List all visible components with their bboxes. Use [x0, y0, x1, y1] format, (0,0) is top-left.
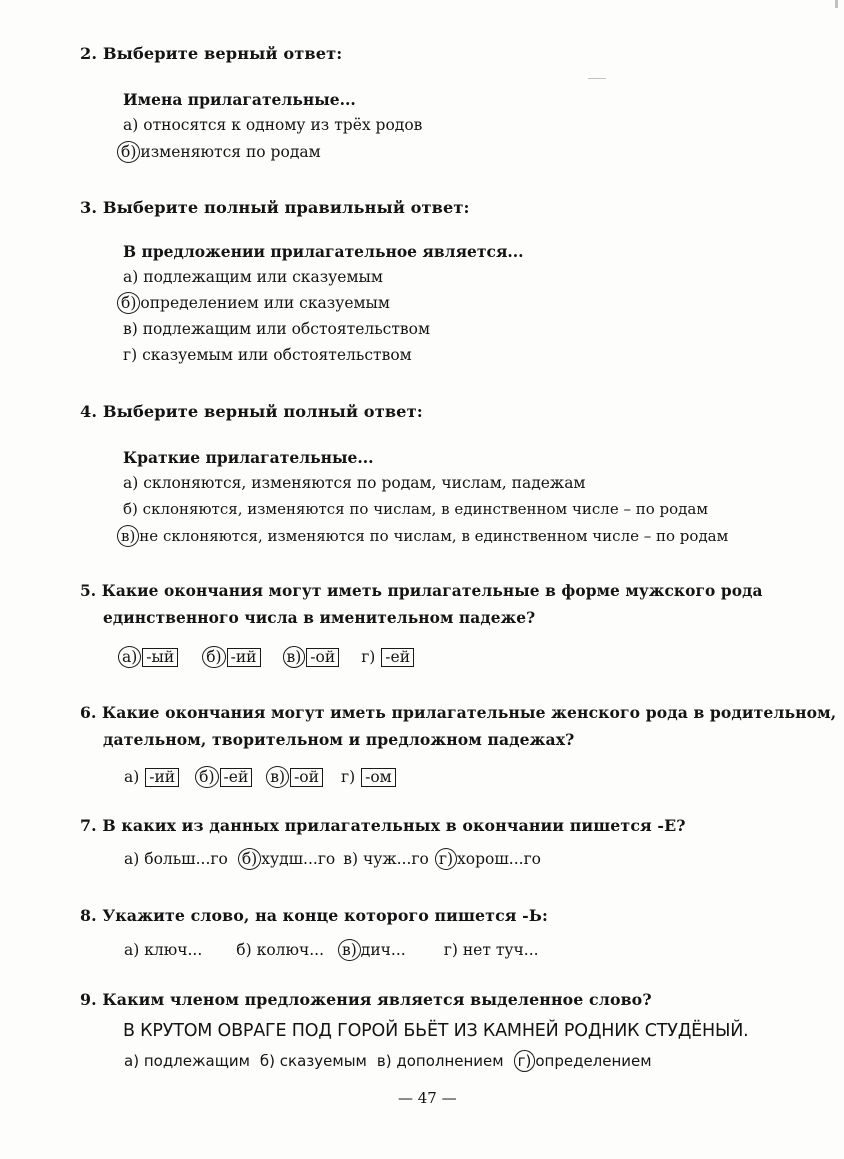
- question-6-title: 6. Какие окончания могут иметь прилагательные женского рода в родительном,: [80, 703, 837, 722]
- question-9-option-b[interactable]: б) сказуемым: [259, 1052, 367, 1070]
- circled-answer-mark: а): [118, 646, 141, 668]
- question-8-title: 8. Укажите слово, на конце которого пишется -Ь:: [80, 906, 548, 925]
- question-5-option-d[interactable]: г) -ей: [361, 648, 414, 667]
- question-6-option-c[interactable]: [266, 766, 323, 788]
- ending-box: -ей: [220, 768, 253, 787]
- circled-answer-mark: б): [202, 646, 225, 668]
- ending-box: -ый: [142, 648, 178, 667]
- question-5-option-c[interactable]: [283, 646, 340, 668]
- question-4-stem: Краткие прилагательные...: [123, 448, 374, 467]
- question-5-option-b[interactable]: [202, 646, 260, 668]
- question-4-title: 4. Выберите верный полный ответ:: [80, 402, 423, 421]
- question-9-title: 9. Каким членом предложения является выделенное слово?: [80, 990, 652, 1009]
- question-8-options: [124, 939, 539, 961]
- ending-box: -ой: [306, 648, 339, 667]
- question-8-option-d[interactable]: г) нет туч...: [443, 941, 539, 959]
- question-6-title-line2: дательном, творительном и предложном падежах?: [103, 730, 575, 749]
- question-3-option-c[interactable]: в) подлежащим или обстоятельством: [123, 320, 431, 338]
- question-6-options: [124, 766, 396, 788]
- question-2-option-a[interactable]: а) относятся к одному из трёх родов: [123, 116, 423, 134]
- scan-mark: [588, 78, 606, 79]
- question-9-option-a[interactable]: а) подлежащим: [124, 1052, 250, 1070]
- question-4-option-a[interactable]: а) склоняются, изменяются по родам, числам, падежам: [123, 474, 586, 492]
- ending-box: -ом: [361, 768, 396, 787]
- circled-answer-mark: б): [238, 848, 261, 870]
- ending-box: -ей: [381, 648, 414, 667]
- circled-answer-mark: в): [283, 646, 306, 668]
- question-2-stem: Имена прилагательные...: [123, 90, 356, 109]
- question-6-option-a[interactable]: а) -ий: [124, 768, 179, 787]
- question-3-option-d[interactable]: г) сказуемым или обстоятельством: [123, 346, 412, 364]
- question-9-sentence: В КРУТОМ ОВРАГЕ ПОД ГОРОЙ БЬЁТ ИЗ КАМНЕЙ РОДНИК СТУДЁНЫЙ.: [123, 1021, 749, 1041]
- question-8-option-b[interactable]: б) колюч...: [236, 941, 325, 959]
- question-5-title: 5. Какие окончания могут иметь прилагательные в форме мужского рода: [80, 582, 763, 600]
- question-7-options: [124, 848, 541, 870]
- question-2-title: 2. Выберите верный ответ:: [80, 44, 343, 63]
- circled-answer-mark: б): [117, 141, 140, 163]
- question-4-option-c[interactable]: в) не склоняются, изменяются по числам, в единственном числе – по родам: [117, 525, 728, 547]
- question-7-title: 7. В каких из данных прилагательных в окончании пишется -Е?: [80, 816, 686, 835]
- ending-box: -ий: [145, 768, 179, 787]
- question-6-option-d[interactable]: г) -ом: [341, 768, 396, 787]
- circled-answer-mark: г): [514, 1050, 536, 1072]
- question-2-option-b[interactable]: б) изменяются по родам: [117, 141, 321, 163]
- circled-answer-mark: в): [338, 939, 361, 961]
- question-7-option-c[interactable]: в) чуж...го: [343, 850, 429, 868]
- question-3-option-a[interactable]: а) подлежащим или сказуемым: [123, 268, 383, 286]
- circled-answer-mark: в): [266, 766, 289, 788]
- question-7-option-a[interactable]: а) больш...го: [124, 850, 228, 868]
- question-9-options: [124, 1050, 652, 1072]
- question-4-option-b[interactable]: б) склоняются, изменяются по числам, в единственном числе – по родам: [123, 500, 709, 518]
- question-9-option-d[interactable]: г) определением: [514, 1050, 652, 1072]
- question-3-stem: В предложении прилагательное является...: [123, 242, 524, 261]
- circled-answer-mark: б): [195, 766, 218, 788]
- circled-answer-mark: б): [117, 292, 140, 314]
- question-6-option-b[interactable]: [195, 766, 252, 788]
- scan-mark: [835, 0, 838, 8]
- question-8-option-a[interactable]: а) ключ...: [124, 941, 203, 959]
- ending-box: -ой: [290, 768, 323, 787]
- question-8-option-c[interactable]: в) дич...: [338, 939, 406, 961]
- question-5-option-a[interactable]: [118, 646, 178, 668]
- question-7-option-d[interactable]: г) хорош...го: [435, 848, 541, 870]
- ending-box: -ий: [227, 648, 261, 667]
- question-3-title: 3. Выберите полный правильный ответ:: [80, 198, 470, 217]
- question-5-title-line2: единственного числа в именительном падеже?: [103, 609, 536, 627]
- question-5-options: [118, 646, 414, 668]
- question-7-option-b[interactable]: б) худш...го: [238, 848, 335, 870]
- circled-answer-mark: в): [117, 525, 139, 547]
- question-9-option-c[interactable]: в) дополнением: [376, 1052, 504, 1070]
- question-3-option-b[interactable]: б) определением или сказуемым: [117, 292, 390, 314]
- circled-answer-mark: г): [435, 848, 457, 870]
- page-number: — 47 —: [398, 1089, 457, 1107]
